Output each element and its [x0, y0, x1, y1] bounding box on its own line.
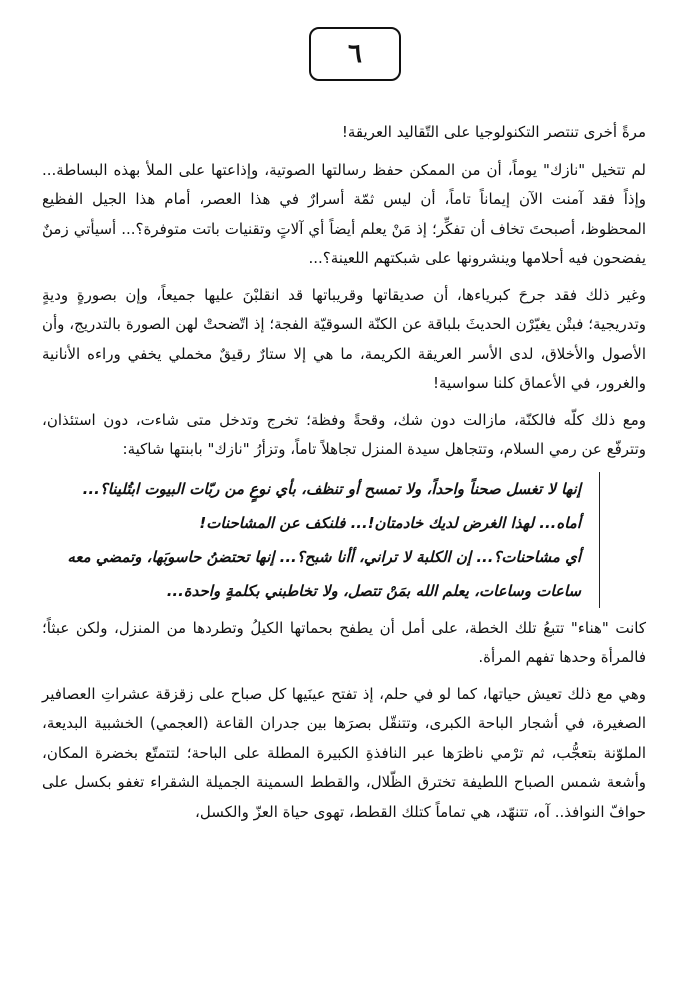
- quote-line: أماه... لهذا الغرض لديك خادمتان!... فلنكف عن المشاحنات!: [199, 513, 581, 532]
- quote-line: إنها لا تغسل صحناً واحداً، ولا تمسح أو تنظف، بأي نوعٍ من ربّات البيوت ابتُلينا؟...: [82, 479, 581, 498]
- page-number: ٦: [348, 39, 362, 69]
- paragraph: كانت "هناء" تتبعُ تلك الخطة، على أمل أن يطفح بحماتها الكيلُ وتطردها من المنزل، ولكن عبثاً؛ فالمرأة وحدها تفهم المرأة.: [42, 618, 646, 666]
- paragraph: ومع ذلك كلّه فالكنّة، مازالت دون شك، وقحةً وفظة؛ تخرج وتدخل متى شاءت، دون استئذان، وتترفّع عن رمي السلام، وتتجاهل سيدة المنزل تجاهلاً تاماً، وتزأرُ "نازك" بابنتها شاكية:: [42, 410, 646, 458]
- paragraph: لم تتخيل "نازك" يوماً، أن من الممكن حفظ رسالتها الصوتية، وإذاعتها على الملأ بهذه البساطة... وإذاً فقد آمنت الآن إيماناً تاماً، أن ليس ثمّة أسرارٌ في هذا العصر، أمام هذا الجيل الفظيع المحظوظ، أصبحتَ تخاف أن تفكِّر؛ إذ مَنْ يعلم أيضاً أي آلاتٍ وتقنيات باتت متوفرة؟... أسيأتي زمنٌ يفضحون فيه أحلامها وينشرونها على شبكتهم اللعينة؟...: [42, 160, 646, 267]
- paragraph: وهي مع ذلك تعيش حياتها، كما لو في حلم، إذ تفتح عينَيها كل صباح على زقزقة عشراتِ العصافير الصغيرة، في أشجار الباحة الكبرى، وتتنقّل بصرَها بين جدران القاعة (العجمي) الخشبية البديعة، الملوّنة بتعجُّب، ثم ترْمي ناظرَها عبر النافذةِ الكبيرة المطلة على الباحة؛ لتتمتّع بخضرة المكان، وأشعة شمس الصباح اللطيفة تخترق الظّلال، والقطط السمينة الجميلة الشقراء تغفو بكسل على حوافّ النوافذ.. آه، تتنهّد، هي تماماً كتلك القطط، تهوى حياة العزّ والكسل،: [42, 684, 646, 821]
- dialogue-quote-block: [42, 472, 600, 608]
- text-body: [42, 118, 646, 834]
- lead-line: مرةً أخرى تنتصر التكنولوجيا على التّقاليد العريقة!: [341, 123, 646, 141]
- quote-line: أي مشاحنات؟... إن الكلبة لا تراني، أأنا شبح؟... إنها تحتضنُ حاسوبَها، وتمضي معه ساعات وساعات، يعلم الله بمَنْ تتصل، ولا تخاطبني بكلمةٍ واحدة...: [67, 547, 581, 600]
- page-number-box: [309, 27, 401, 81]
- paragraph: وغير ذلك فقد جرحَ كبرياءها، أن صديقاتها وقريباتها قد انقلبْنَ عليها جميعاً، وإن بصورةٍ وديةٍ وتدريجية؛ فبتْن يغيّرْن الحديثَ بلباقة عن الكنّة السوقيّة الفجة؛ إذ اتّضحتْ لهن الصورة بالتدريج، وأن الأصول والأخلاق، لدى الأسر العريقة الكريمة، ما هي إلا ستارٌ رقيقٌ مخملي يخفي وراءه الأنانية والغرور، في الأعماق كلنا سواسية!: [42, 285, 646, 392]
